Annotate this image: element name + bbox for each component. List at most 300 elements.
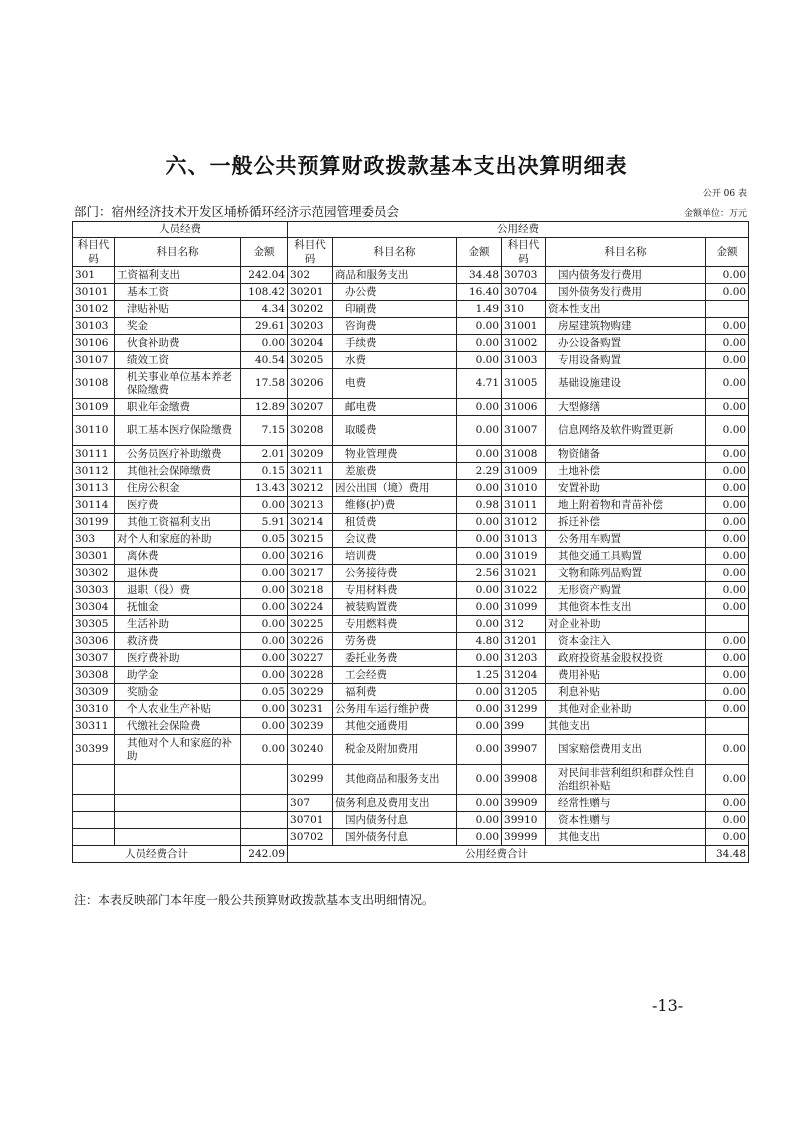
name-cell: 国内债务发行费用 — [546, 267, 706, 284]
name-cell: 维修(护)费 — [333, 497, 457, 514]
name-cell: 奖金 — [115, 318, 241, 335]
amount-cell: 0.00 — [457, 548, 502, 565]
name-cell: 无形资产购置 — [546, 582, 706, 599]
amount-header: 金额 — [457, 238, 502, 267]
name-cell: 其他工资福利支出 — [115, 514, 241, 531]
amount-cell: 2.29 — [457, 463, 502, 480]
name-cell: 个人农业生产补贴 — [115, 701, 241, 718]
name-cell: 邮电费 — [333, 399, 457, 416]
name-cell — [115, 812, 241, 829]
name-cell: 医疗费补助 — [115, 650, 241, 667]
amount-cell: 0.00 — [706, 352, 749, 369]
name-cell: 公务员医疗补助缴费 — [115, 446, 241, 463]
table-row — [73, 480, 749, 497]
name-cell: 培训费 — [333, 548, 457, 565]
table-row — [73, 667, 749, 684]
page-title: 六、一般公共预算财政拨款基本支出决算明细表 — [165, 153, 628, 178]
code-cell: 31019 — [502, 548, 546, 565]
code-cell: 302 — [288, 267, 333, 284]
amount-cell — [706, 718, 749, 735]
table-row — [73, 701, 749, 718]
amount-cell: 0.00 — [457, 650, 502, 667]
amount-cell: 0.00 — [706, 701, 749, 718]
amount-header: 金额 — [241, 238, 288, 267]
code-cell: 31003 — [502, 352, 546, 369]
code-cell: 30310 — [73, 701, 115, 718]
code-cell: 30108 — [73, 369, 115, 399]
code-cell: 30701 — [288, 812, 333, 829]
name-cell: 伙食补助费 — [115, 335, 241, 352]
name-cell: 公务接待费 — [333, 565, 457, 582]
amount-cell: 0.00 — [457, 616, 502, 633]
amount-cell: 0.00 — [706, 650, 749, 667]
amount-cell: 13.43 — [241, 480, 288, 497]
name-cell: 会议费 — [333, 531, 457, 548]
name-cell: 文物和陈列品购置 — [546, 565, 706, 582]
table-row — [73, 599, 749, 616]
form-number: 公开 06 表 — [702, 189, 747, 199]
name-cell — [115, 795, 241, 812]
expenditure-table — [72, 221, 749, 863]
code-cell: 30306 — [73, 633, 115, 650]
code-cell: 31002 — [502, 335, 546, 352]
amount-cell: 40.54 — [241, 352, 288, 369]
code-cell: 31005 — [502, 369, 546, 399]
name-cell: 专用材料费 — [333, 582, 457, 599]
amount-cell: 1.49 — [457, 301, 502, 318]
name-cell: 电费 — [333, 369, 457, 399]
name-cell: 对个人和家庭的补助 — [115, 531, 241, 548]
name-cell: 福利费 — [333, 684, 457, 701]
name-cell: 对企业补助 — [546, 616, 706, 633]
amount-cell: 0.00 — [457, 416, 502, 446]
name-cell: 费用补贴 — [546, 667, 706, 684]
amount-cell: 0.00 — [241, 548, 288, 565]
code-cell: 39999 — [502, 829, 546, 846]
amount-cell: 0.00 — [706, 599, 749, 616]
amount-cell: 0.00 — [457, 446, 502, 463]
name-cell: 抚恤金 — [115, 599, 241, 616]
name-cell: 利息补贴 — [546, 684, 706, 701]
name-cell: 其他社会保障缴费 — [115, 463, 241, 480]
table-row — [73, 352, 749, 369]
name-cell: 机关事业单位基本养老保险缴费 — [115, 369, 241, 399]
table-row — [73, 267, 749, 284]
code-cell: 30226 — [288, 633, 333, 650]
amount-cell — [241, 795, 288, 812]
totals-row — [73, 846, 749, 863]
name-cell: 职工基本医疗保险缴费 — [115, 416, 241, 446]
amount-cell: 0.00 — [706, 463, 749, 480]
amount-cell: 0.00 — [241, 565, 288, 582]
amount-cell: 0.00 — [706, 795, 749, 812]
name-cell: 基本工资 — [115, 284, 241, 301]
code-cell: 399 — [502, 718, 546, 735]
name-cell: 国内债务付息 — [333, 812, 457, 829]
name-cell: 国外债务发行费用 — [546, 284, 706, 301]
name-cell: 办公费 — [333, 284, 457, 301]
table-row — [73, 684, 749, 701]
code-cell: 30239 — [288, 718, 333, 735]
table-row — [73, 735, 749, 765]
name-cell: 生活补助 — [115, 616, 241, 633]
code-cell: 30201 — [288, 284, 333, 301]
amount-cell: 0.00 — [457, 718, 502, 735]
amount-cell: 0.00 — [706, 812, 749, 829]
amount-cell: 12.89 — [241, 399, 288, 416]
code-cell: 30213 — [288, 497, 333, 514]
amount-cell: 16.40 — [457, 284, 502, 301]
table-row — [73, 301, 749, 318]
amount-cell: 0.00 — [457, 812, 502, 829]
amount-cell: 0.00 — [706, 633, 749, 650]
table-row — [73, 548, 749, 565]
public-total-value: 34.48 — [706, 846, 749, 863]
amount-cell: 0.00 — [706, 582, 749, 599]
code-cell: 312 — [502, 616, 546, 633]
code-cell: 31099 — [502, 599, 546, 616]
code-cell: 31205 — [502, 684, 546, 701]
amount-cell: 0.00 — [457, 829, 502, 846]
table-row — [73, 582, 749, 599]
code-cell: 30209 — [288, 446, 333, 463]
amount-cell: 242.04 — [241, 267, 288, 284]
amount-cell: 0.00 — [706, 829, 749, 846]
amount-cell: 0.00 — [457, 795, 502, 812]
name-cell: 其他交通费用 — [333, 718, 457, 735]
code-cell: 31010 — [502, 480, 546, 497]
code-cell: 30101 — [73, 284, 115, 301]
code-cell: 30203 — [288, 318, 333, 335]
amount-cell: 0.00 — [241, 582, 288, 599]
code-cell: 30110 — [73, 416, 115, 446]
code-cell — [73, 829, 115, 846]
code-cell: 30114 — [73, 497, 115, 514]
name-cell: 大型修缮 — [546, 399, 706, 416]
code-cell: 31008 — [502, 446, 546, 463]
amount-cell: 0.00 — [706, 335, 749, 352]
code-cell: 31203 — [502, 650, 546, 667]
name-cell: 手续费 — [333, 335, 457, 352]
code-cell: 30704 — [502, 284, 546, 301]
code-cell: 30301 — [73, 548, 115, 565]
name-cell: 专用燃料费 — [333, 616, 457, 633]
name-cell: 被装购置费 — [333, 599, 457, 616]
footnote: 注：本表反映部门本年度一般公共预算财政拨款基本支出明细情况。 — [74, 893, 435, 907]
name-cell: 专用设备购置 — [546, 352, 706, 369]
name-cell: 助学金 — [115, 667, 241, 684]
amount-cell: 0.00 — [457, 599, 502, 616]
table-row — [73, 795, 749, 812]
table-row — [73, 531, 749, 548]
name-cell: 拆迁补偿 — [546, 514, 706, 531]
amount-cell: 7.15 — [241, 416, 288, 446]
code-cell: 39909 — [502, 795, 546, 812]
name-cell: 工会经费 — [333, 667, 457, 684]
amount-cell: 0.00 — [706, 416, 749, 446]
amount-cell: 0.00 — [457, 684, 502, 701]
code-cell: 30304 — [73, 599, 115, 616]
code-cell: 30206 — [288, 369, 333, 399]
code-header: 科目代码 — [288, 238, 333, 267]
code-cell: 31022 — [502, 582, 546, 599]
table-row — [73, 399, 749, 416]
code-cell: 301 — [73, 267, 115, 284]
amount-cell: 17.58 — [241, 369, 288, 399]
name-cell: 对民间非营利组织和群众性自治组织补贴 — [546, 765, 706, 795]
code-cell: 31006 — [502, 399, 546, 416]
name-cell: 其他对企业补助 — [546, 701, 706, 718]
amount-cell: 0.00 — [241, 616, 288, 633]
code-cell: 30109 — [73, 399, 115, 416]
amount-cell: 0.00 — [457, 735, 502, 765]
amount-cell: 0.98 — [457, 497, 502, 514]
name-cell: 退职（役）费 — [115, 582, 241, 599]
amount-cell: 0.00 — [241, 701, 288, 718]
name-cell: 其他资本性支出 — [546, 599, 706, 616]
amount-cell: 0.00 — [241, 599, 288, 616]
name-cell — [115, 829, 241, 846]
table-row — [73, 497, 749, 514]
code-cell — [73, 765, 115, 795]
name-cell: 救济费 — [115, 633, 241, 650]
code-cell: 30208 — [288, 416, 333, 446]
name-cell: 工资福利支出 — [115, 267, 241, 284]
code-cell: 30211 — [288, 463, 333, 480]
code-cell: 30229 — [288, 684, 333, 701]
amount-cell: 0.05 — [241, 531, 288, 548]
amount-cell: 0.00 — [457, 352, 502, 369]
name-cell: 医疗费 — [115, 497, 241, 514]
name-cell: 土地补偿 — [546, 463, 706, 480]
name-cell: 债务利息及费用支出 — [333, 795, 457, 812]
name-cell: 印刷费 — [333, 301, 457, 318]
amount-unit: 金额单位：万元 — [683, 209, 747, 219]
table-row — [73, 829, 749, 846]
name-cell: 国外债务付息 — [333, 829, 457, 846]
amount-cell: 0.00 — [241, 335, 288, 352]
amount-cell: 0.00 — [241, 667, 288, 684]
code-cell: 30106 — [73, 335, 115, 352]
code-cell: 30303 — [73, 582, 115, 599]
amount-cell: 0.00 — [457, 399, 502, 416]
table-row — [73, 718, 749, 735]
name-cell: 其他支出 — [546, 829, 706, 846]
amount-cell: 2.56 — [457, 565, 502, 582]
code-cell: 30307 — [73, 650, 115, 667]
code-cell: 30212 — [288, 480, 333, 497]
amount-cell: 4.71 — [457, 369, 502, 399]
amount-cell: 0.00 — [457, 765, 502, 795]
code-cell: 30305 — [73, 616, 115, 633]
name-cell: 津贴补贴 — [115, 301, 241, 318]
amount-cell: 0.00 — [706, 284, 749, 301]
page-number: -13- — [652, 996, 684, 1015]
amount-cell — [241, 765, 288, 795]
code-cell: 31013 — [502, 531, 546, 548]
amount-cell: 2.01 — [241, 446, 288, 463]
table-row — [73, 765, 749, 795]
table-row — [73, 616, 749, 633]
name-cell: 公务用车购置 — [546, 531, 706, 548]
name-cell: 绩效工资 — [115, 352, 241, 369]
name-cell: 劳务费 — [333, 633, 457, 650]
amount-cell: 0.00 — [457, 318, 502, 335]
code-cell: 31012 — [502, 514, 546, 531]
table-row — [73, 318, 749, 335]
code-cell: 30103 — [73, 318, 115, 335]
table-row — [73, 335, 749, 352]
code-cell: 31204 — [502, 667, 546, 684]
name-cell: 安置补助 — [546, 480, 706, 497]
code-cell: 30224 — [288, 599, 333, 616]
amount-cell: 0.00 — [706, 318, 749, 335]
department-label: 部门：宿州经济技术开发区埇桥循环经济示范园管理委员会 — [74, 204, 400, 219]
amount-cell: 0.00 — [706, 667, 749, 684]
amount-cell: 0.00 — [706, 267, 749, 284]
table-row — [73, 812, 749, 829]
name-cell: 奖励金 — [115, 684, 241, 701]
amount-cell: 0.00 — [706, 399, 749, 416]
name-cell: 咨询费 — [333, 318, 457, 335]
amount-cell: 0.00 — [457, 582, 502, 599]
personnel-header: 人员经费 — [73, 222, 288, 238]
name-cell: 商品和服务支出 — [333, 267, 457, 284]
code-cell: 30299 — [288, 765, 333, 795]
code-cell: 30218 — [288, 582, 333, 599]
table-row — [73, 416, 749, 446]
code-cell: 30207 — [288, 399, 333, 416]
name-cell: 办公设备购置 — [546, 335, 706, 352]
code-cell: 39908 — [502, 765, 546, 795]
amount-cell — [706, 301, 749, 318]
code-cell: 30302 — [73, 565, 115, 582]
column-header-row — [73, 238, 749, 267]
amount-cell — [241, 812, 288, 829]
name-cell: 信息网络及软件购置更新 — [546, 416, 706, 446]
name-cell: 其他对个人和家庭的补助 — [115, 735, 241, 765]
amount-cell: 34.48 — [457, 267, 502, 284]
amount-cell: 0.00 — [706, 514, 749, 531]
name-cell: 资本金注入 — [546, 633, 706, 650]
name-header: 科目名称 — [333, 238, 457, 267]
code-cell: 30216 — [288, 548, 333, 565]
name-cell: 其他支出 — [546, 718, 706, 735]
name-cell: 物资储备 — [546, 446, 706, 463]
name-cell: 房屋建筑物购建 — [546, 318, 706, 335]
code-cell: 30702 — [288, 829, 333, 846]
code-cell: 31011 — [502, 497, 546, 514]
code-cell: 30113 — [73, 480, 115, 497]
amount-cell: 0.00 — [706, 497, 749, 514]
code-cell: 39910 — [502, 812, 546, 829]
amount-cell: 0.00 — [457, 531, 502, 548]
table-row — [73, 650, 749, 667]
amount-cell — [706, 616, 749, 633]
table-row — [73, 284, 749, 301]
code-cell: 303 — [73, 531, 115, 548]
table-row — [73, 463, 749, 480]
amount-cell: 4.80 — [457, 633, 502, 650]
amount-cell: 0.00 — [457, 335, 502, 352]
name-cell: 公务用车运行维护费 — [333, 701, 457, 718]
amount-cell: 0.00 — [457, 514, 502, 531]
name-cell: 差旅费 — [333, 463, 457, 480]
code-cell: 30217 — [288, 565, 333, 582]
code-cell: 30309 — [73, 684, 115, 701]
name-cell: 代缴社会保险费 — [115, 718, 241, 735]
amount-cell: 0.00 — [706, 446, 749, 463]
table-row — [73, 446, 749, 463]
code-cell: 31001 — [502, 318, 546, 335]
code-cell: 39907 — [502, 735, 546, 765]
name-cell: 水费 — [333, 352, 457, 369]
name-cell: 基础设施建设 — [546, 369, 706, 399]
table-row — [73, 633, 749, 650]
code-cell: 30240 — [288, 735, 333, 765]
name-cell: 资本性支出 — [546, 301, 706, 318]
name-cell: 退休费 — [115, 565, 241, 582]
code-cell: 30228 — [288, 667, 333, 684]
code-header: 科目代码 — [502, 238, 546, 267]
table-row — [73, 369, 749, 399]
table-row — [73, 514, 749, 531]
amount-cell: 5.91 — [241, 514, 288, 531]
amount-cell: 29.61 — [241, 318, 288, 335]
name-header: 科目名称 — [115, 238, 241, 267]
code-cell: 310 — [502, 301, 546, 318]
code-cell — [73, 812, 115, 829]
name-cell: 物业管理费 — [333, 446, 457, 463]
code-cell: 30102 — [73, 301, 115, 318]
code-cell: 30111 — [73, 446, 115, 463]
amount-cell: 0.00 — [241, 718, 288, 735]
amount-cell: 0.00 — [706, 765, 749, 795]
amount-cell: 0.00 — [241, 633, 288, 650]
name-header: 科目名称 — [546, 238, 706, 267]
amount-cell: 0.00 — [706, 565, 749, 582]
amount-cell: 0.05 — [241, 684, 288, 701]
code-cell: 31009 — [502, 463, 546, 480]
code-cell: 30308 — [73, 667, 115, 684]
name-cell: 住房公积金 — [115, 480, 241, 497]
code-cell: 30112 — [73, 463, 115, 480]
amount-cell: 0.00 — [457, 480, 502, 497]
code-cell: 31021 — [502, 565, 546, 582]
code-cell: 30214 — [288, 514, 333, 531]
amount-cell: 0.00 — [457, 701, 502, 718]
name-cell: 税金及附加费用 — [333, 735, 457, 765]
name-cell: 因公出国（境）费用 — [333, 480, 457, 497]
code-cell: 31201 — [502, 633, 546, 650]
code-cell: 30311 — [73, 718, 115, 735]
code-cell: 30202 — [288, 301, 333, 318]
name-cell — [115, 765, 241, 795]
table-row — [73, 565, 749, 582]
name-cell: 其他商品和服务支出 — [333, 765, 457, 795]
personnel-total-value: 242.09 — [241, 846, 288, 863]
code-cell: 30227 — [288, 650, 333, 667]
code-cell: 30215 — [288, 531, 333, 548]
code-cell: 30231 — [288, 701, 333, 718]
amount-cell: 0.00 — [706, 531, 749, 548]
amount-cell: 1.25 — [457, 667, 502, 684]
amount-cell: 0.15 — [241, 463, 288, 480]
code-cell: 30199 — [73, 514, 115, 531]
name-cell: 委托业务费 — [333, 650, 457, 667]
amount-cell: 4.34 — [241, 301, 288, 318]
amount-cell: 0.00 — [706, 735, 749, 765]
